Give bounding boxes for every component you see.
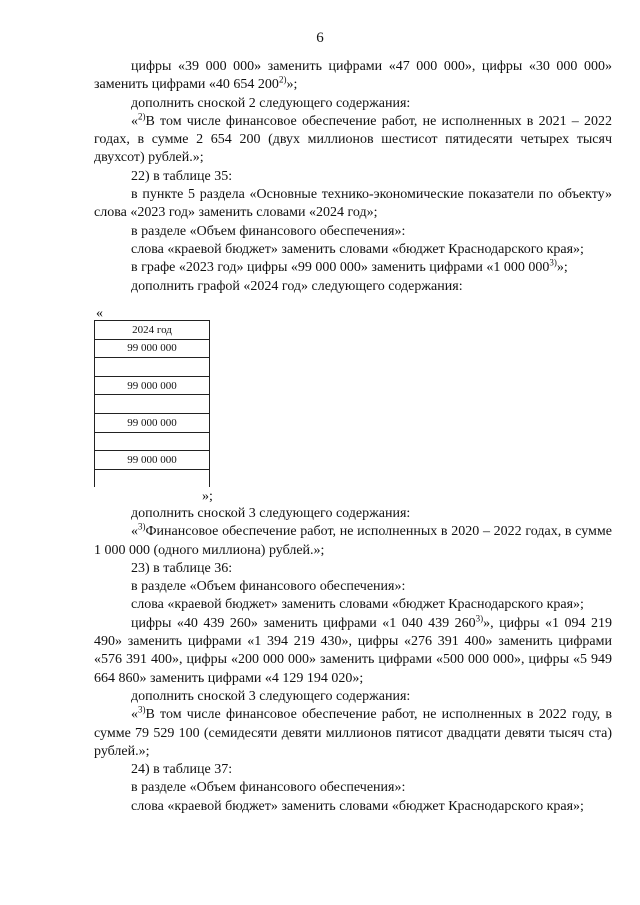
table-row <box>95 432 210 451</box>
paragraph: дополнить сноской 2 следующего содержания: <box>131 95 411 111</box>
paragraph: дополнить графой «2024 год» следующего содержания: <box>131 278 463 294</box>
amendments-bottom <box>94 505 612 816</box>
paragraph: слова «краевой бюджет» заменить словами «бюджет Краснодарского края»; <box>131 798 584 814</box>
table-cell <box>95 432 210 451</box>
paragraph: 24) в таблице 37: <box>131 762 233 778</box>
paragraph: в графе «2023 год» цифры «99 000 000» заменить цифрами «1 000 000$^{3)}$»; <box>131 257 568 276</box>
quote-open: « <box>96 306 103 321</box>
footnote-paragraph: «$^{2)}$В том числе финансовое обеспечение работ, не исполненных в 2021 – 2022 годах, в сумме 2 654 200 (двух миллионов шестисот пятидесяти четырех тысяч двухсот) рублей.»; <box>94 111 612 166</box>
quote-close: »; <box>202 489 213 504</box>
paragraph: слова «краевой бюджет» заменить словами «бюджет Краснодарского края»; <box>131 241 584 257</box>
table-header-row <box>95 321 210 340</box>
inserted-column-table <box>94 320 210 487</box>
paragraph: цифры «40 439 260» заменить цифрами «1 040 439 260$^{3)}$», цифры «1 094 219 490» заменить цифрами «1 394 219 430», цифры «276 391 400» заменить цифрами «576 391 400», цифры «200 000 000» заменить цифрами «500 000 000», цифры «5 949 664 860» заменить цифрами «4 129 194 020»; <box>94 613 612 686</box>
footnote-paragraph: «$^{3)}$Финансовое обеспечение работ, не исполненных в 2020 – 2022 годах, в сумме 1 000 000 (одного миллиона) рублей.»; <box>94 521 612 558</box>
table-row <box>95 395 210 414</box>
table-cell: 99 000 000 <box>95 451 210 470</box>
paragraph: слова «краевой бюджет» заменить словами «бюджет Краснодарского края»; <box>131 597 584 613</box>
paragraph: 22) в таблице 35: <box>131 168 233 184</box>
table-cell: 99 000 000 <box>95 339 210 358</box>
paragraph: в разделе «Объем финансового обеспечения»: <box>131 579 406 595</box>
page-number: 6 <box>316 30 324 46</box>
table-cell <box>95 395 210 414</box>
paragraph: 23) в таблице 36: <box>131 560 233 576</box>
paragraph: в разделе «Объем финансового обеспечения»: <box>131 223 406 239</box>
paragraph: в разделе «Объем финансового обеспечения»: <box>131 780 406 796</box>
footnote-paragraph: «$^{3)}$В том числе финансовое обеспечение работ, не исполненных в 2022 году, в сумме 79 529 100 (семидесяти девяти миллионов пятисот двадцати девяти тысяч ста) рублей.»; <box>94 704 612 759</box>
table-cell: 99 000 000 <box>95 413 210 432</box>
table-cell <box>95 469 210 487</box>
paragraph: дополнить сноской 3 следующего содержания: <box>131 506 411 521</box>
table-row <box>95 469 210 487</box>
paragraph: в пункте 5 раздела «Основные технико-экономические показатели по объекту» слова «2023 год» заменить словами «2024 год»; <box>94 187 612 221</box>
table-cell: 99 000 000 <box>95 376 210 395</box>
table-cell <box>95 358 210 377</box>
table-row <box>95 376 210 395</box>
paragraph: дополнить сноской 3 следующего содержания: <box>131 688 411 704</box>
table-row <box>95 358 210 377</box>
table-row <box>95 413 210 432</box>
table-row <box>95 451 210 470</box>
paragraph: цифры «39 000 000» заменить цифрами «47 000 000», цифры «30 000 000» заменить цифрами «40 654 200$^{2)}$»; <box>94 59 612 93</box>
amendments-top <box>94 58 612 296</box>
table-row <box>95 339 210 358</box>
table-header-cell: 2024 год <box>95 321 210 340</box>
